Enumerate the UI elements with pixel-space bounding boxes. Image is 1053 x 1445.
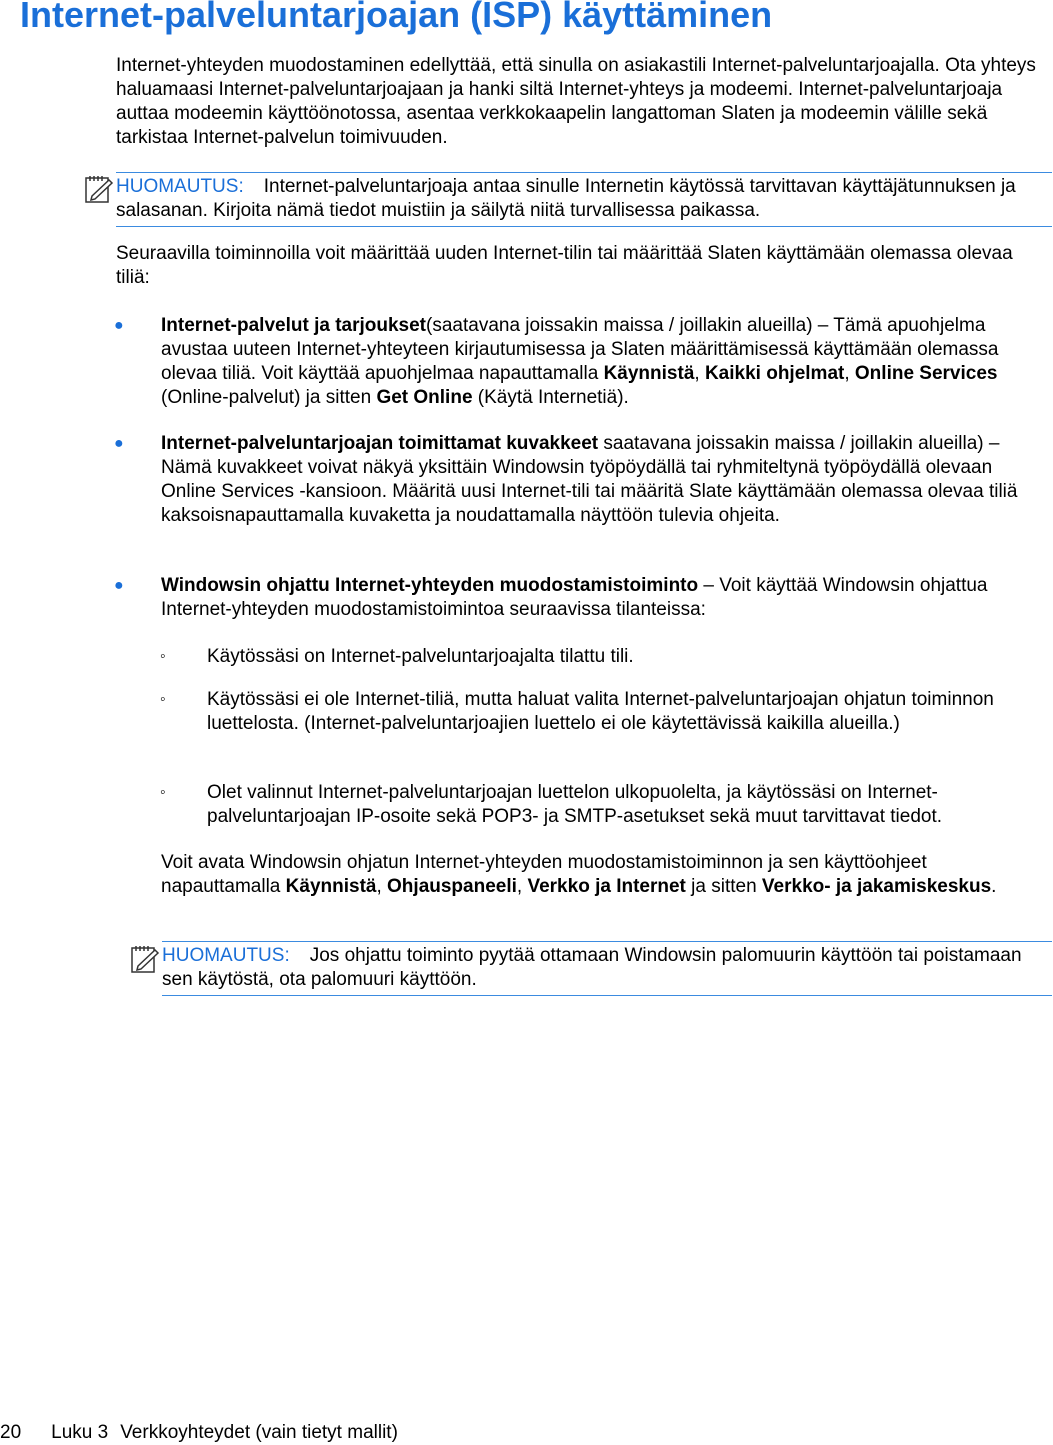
all-programs-ref: Kaikki ohjelmat [704, 363, 845, 384]
start-menu-ref: Käynnistä [285, 876, 377, 897]
network-internet-ref: Verkko ja Internet [527, 876, 686, 897]
note-box [162, 941, 1052, 996]
lead-paragraph: Seuraavilla toiminnoilla voit määrittää uuden Internet-tilin tai määrittää Slaten käyttämään olemassa olevaa tiliä: [116, 243, 1013, 288]
bullet-marker: ● [114, 317, 124, 334]
bullet-marker: ● [114, 577, 124, 594]
item-text: (saatavana joissakin maissa / joillakin alueilla) – Tämä apuohjelma avustaa uuteen Internet-yhteyteen kirjautumisessa ja Slaten määrittämisessä käyttämään olemassa olevaa tiliä. Voit käyttää apuohjelmaa napauttamalla [161, 315, 999, 384]
separator: , [376, 876, 388, 897]
page-footer [0, 1421, 398, 1445]
sub-bullet-marker: ◦ [160, 691, 166, 708]
sub-bullet-marker: ◦ [160, 784, 166, 801]
chapter-title: Verkkoyhteydet (vain tietyt mallit) [120, 1422, 398, 1443]
get-online-ref: Get Online [376, 387, 473, 408]
item-text: (Käytä Internetiä). [472, 387, 629, 408]
separator: , [844, 363, 855, 384]
item-heading: Internet-palveluntarjoajan toimittamat kuvakkeet [161, 433, 599, 454]
note-pencil-icon [130, 944, 160, 974]
intro-paragraph: Internet-yhteyden muodostaminen edellyttää, että sinulla on asiakastili Internet-palveluntarjoajalla. Ota yhteys haluamaasi Internet-palveluntarjoajaan ja hanki siltä Internet-yhteys ja modeemi. Internet-palveluntarjoaja auttaa modeemin käyttöönotossa, asentaa verkkokaapelin langattoman Slaten ja modeemin välille sekä tarkistaa Internet-palvelun toimivuuden. [116, 55, 1036, 148]
chapter-number: Luku 3 [51, 1422, 109, 1443]
separator: , [516, 876, 528, 897]
list-item [161, 432, 1041, 528]
item-heading: Windowsin ohjattu Internet-yhteyden muodostamistoiminto [161, 575, 699, 596]
sub-list-item: Käytössäsi ei ole Internet-tiliä, mutta haluat valita Internet-palveluntarjoajan ohjatun toiminnon luettelosta. (Internet-palveluntarjoajien luettelo ei ole käytettävissä kaikilla alueilla.) [207, 689, 994, 734]
item-text: – Voit käyttää Windowsin ohjattua Internet-yhteyden muodostamistoimintoa seuraavissa tilanteissa: [161, 575, 988, 620]
network-sharing-center-ref: Verkko- ja jakamiskeskus [761, 876, 992, 897]
page-number: 20 [0, 1422, 22, 1443]
wizard-paragraph [161, 851, 1041, 899]
sub-list-item: Olet valinnut Internet-palveluntarjoajan luettelon ulkopuolelta, ja käytössäsi on Internet-palveluntarjoajan IP-osoite sekä POP3- ja SMTP-asetukset sekä muut tarvittavat tiedot. [207, 782, 943, 827]
note-label: HUOMAUTUS: [116, 176, 244, 197]
item-text: (Online-palvelut) ja sitten [161, 387, 377, 408]
note-text: Internet-palveluntarjoaja antaa sinulle Internetin käytössä tarvittavan käyttäjätunnuksen ja salasanan. Kirjoita nämä tiedot muistiin ja säilytä niitä turvallisessa paikassa. [116, 176, 1016, 221]
separator: , [694, 363, 705, 384]
list-item [161, 314, 1041, 410]
sub-list-item: Käytössäsi on Internet-palveluntarjoajalta tilattu tili. [207, 646, 634, 667]
sub-bullet-marker: ◦ [160, 648, 166, 665]
bullet-marker: ● [114, 435, 124, 452]
item-heading: Internet-palvelut ja tarjoukset [161, 315, 427, 336]
note-text: Jos ohjattu toiminto pyytää ottamaan Windowsin palomuurin käyttöön tai poistamaan sen käytöstä, ota palomuuri käyttöön. [162, 945, 1022, 990]
note-pencil-icon [84, 174, 114, 204]
note-box [116, 172, 1052, 227]
item-text: saatavana joissakin maissa / joillakin alueilla) – Nämä kuvakkeet voivat näkyä yksittäin Windowsin työpöydällä tai ryhmiteltynä työpöydällä olevaan Online Services -kansioon. Määritä uusi Internet-tili tai määritä Slate käyttämään olemassa olevaa tiliä kaksoisnapauttamalla kuvaketta ja noudattamalla näyttöön tulevia ohjeita. [161, 433, 1018, 526]
list-item [161, 574, 1041, 622]
wizard-text: ja sitten [685, 876, 762, 897]
control-panel-ref: Ohjauspaneeli [387, 876, 517, 897]
start-menu-ref: Käynnistä [603, 363, 695, 384]
online-services-ref: Online Services [854, 363, 998, 384]
wizard-text: . [991, 876, 997, 897]
page-title: Internet-palveluntarjoajan (ISP) käyttäminen [20, 0, 773, 35]
wizard-text: Voit avata Windowsin ohjatun Internet-yhteyden muodostamistoiminnon ja sen käyttöohjeet napauttamalla [161, 852, 927, 897]
note-label: HUOMAUTUS: [162, 945, 290, 966]
